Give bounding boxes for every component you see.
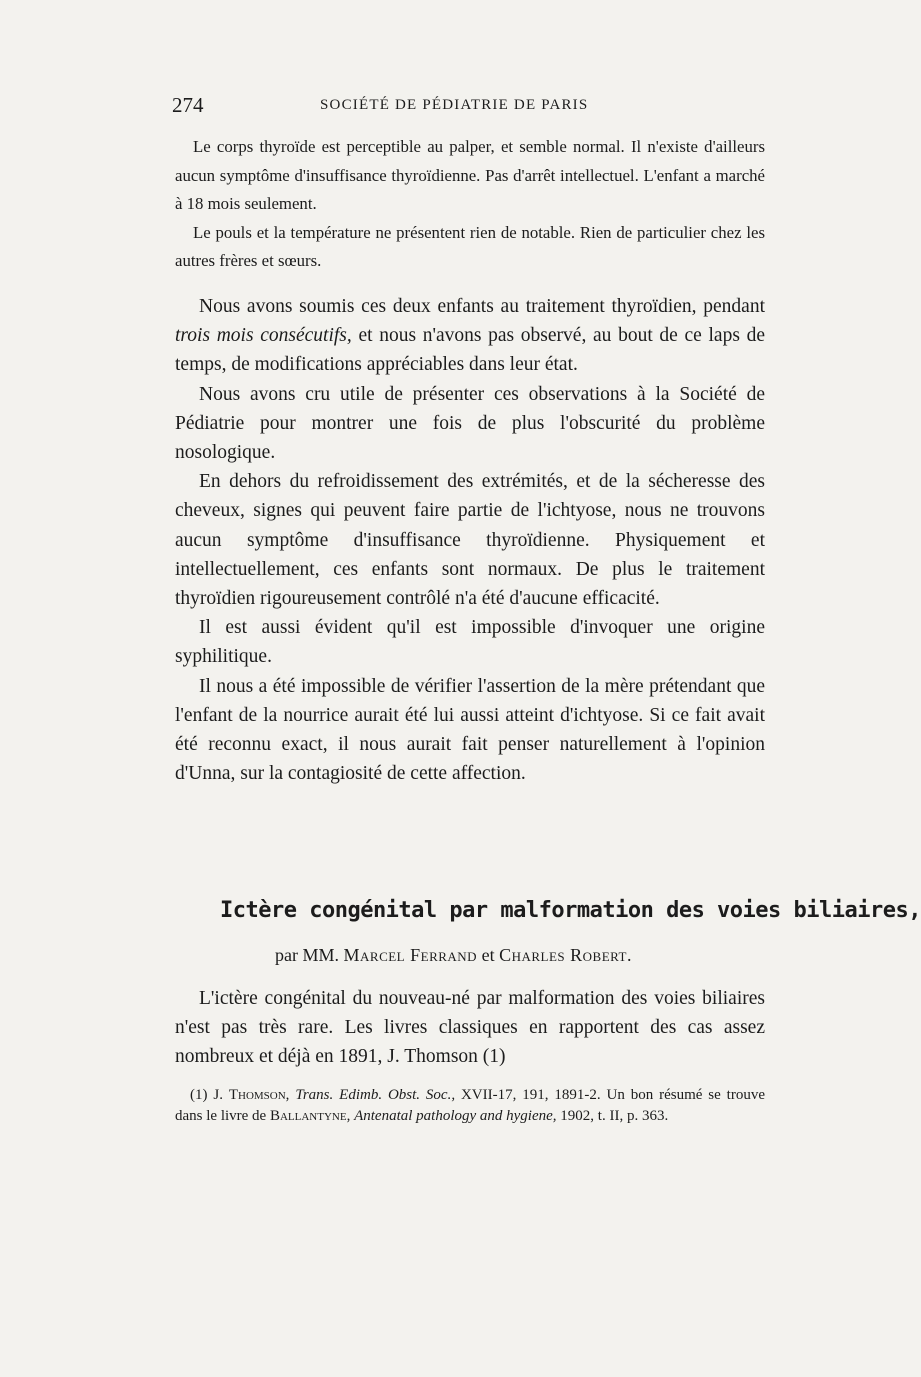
page-header xyxy=(172,93,627,123)
author-name: Marcel Ferrand xyxy=(343,945,478,965)
running-head: SOCIÉTÉ DE PÉDIATRIE DE PARIS xyxy=(320,97,589,113)
page-number: 274 xyxy=(172,93,204,117)
paragraph: L'ictère congénital du nouveau-né par malformation des voies biliaires n'est pas très rare. Les livres classiques en rapportent des cas assez nombreux et déjà en 1891, J. Thomson (1) xyxy=(175,988,765,1067)
byline: par MM. Marcel Ferrand et Charles Robert. xyxy=(275,945,632,965)
paragraph: Le corps thyroïde est perceptible au palper, et semble normal. Il n'existe d'ailleurs aucun symptôme d'insuffisance thyroïdienne. Pas d'arrêt intellectuel. L'enfant a marché à 18 mois seulement. xyxy=(175,137,765,213)
paragraph: Il nous a été impossible de vérifier l'assertion de la mère prétendant que l'enfant de la nourrice aurait été lui aussi atteint d'ichtyose. Si ce fait avait été reconnu exact, il nous aurait fait penser naturellement à l'opinion d'Unna, sur la contagiosité de cette affection. xyxy=(175,675,765,785)
discussion xyxy=(175,292,765,788)
case-notes xyxy=(175,133,765,276)
paragraph: Nous avons cru utile de présenter ces observations à la Société de Pédiatrie pour montrer une fois de plus l'obscurité du problème nosologique. xyxy=(175,383,765,464)
section-body xyxy=(175,984,765,1071)
italic-emphasis: trois mois consécutifs, xyxy=(175,325,352,347)
author-name: Charles Robert. xyxy=(499,945,632,965)
section-title: Ictère congénital par malformation des voies biliaires, xyxy=(220,898,921,923)
paragraph: En dehors du refroidissement des extrémités, et de la sécheresse des cheveux, signes qui peuvent faire partie de l'ichtyose, nous ne trouvons aucun symptôme d'insuffisance thyroïdienne. Physiquement et intellectuellement, ces enfants sont normaux. De plus le traitement thyroïdien rigoureusement contrôlé n'a été d'aucune efficacité. xyxy=(175,471,765,610)
footnote: (1) J. Thomson, Trans. Edimb. Obst. Soc., XVII-17, 191, 1891-2. Un bon résumé se trouve dans le livre de Ballantyne, Antenatal pathology and hygiene, 1902, t. II, p. 363. xyxy=(175,1087,765,1124)
paragraph: Il est aussi évident qu'il est impossible d'invoquer une origine syphilitique. xyxy=(175,617,765,668)
paragraph: Le pouls et la température ne présentent rien de notable. Rien de particulier chez les autres frères et sœurs. xyxy=(175,222,765,270)
paragraph: Nous avons soumis ces deux enfants au traitement thyroïdien, pendant trois mois consécutifs, et nous n'avons pas observé, au bout de ce laps de temps, de modifications appréciables dans leur état. xyxy=(175,296,765,376)
